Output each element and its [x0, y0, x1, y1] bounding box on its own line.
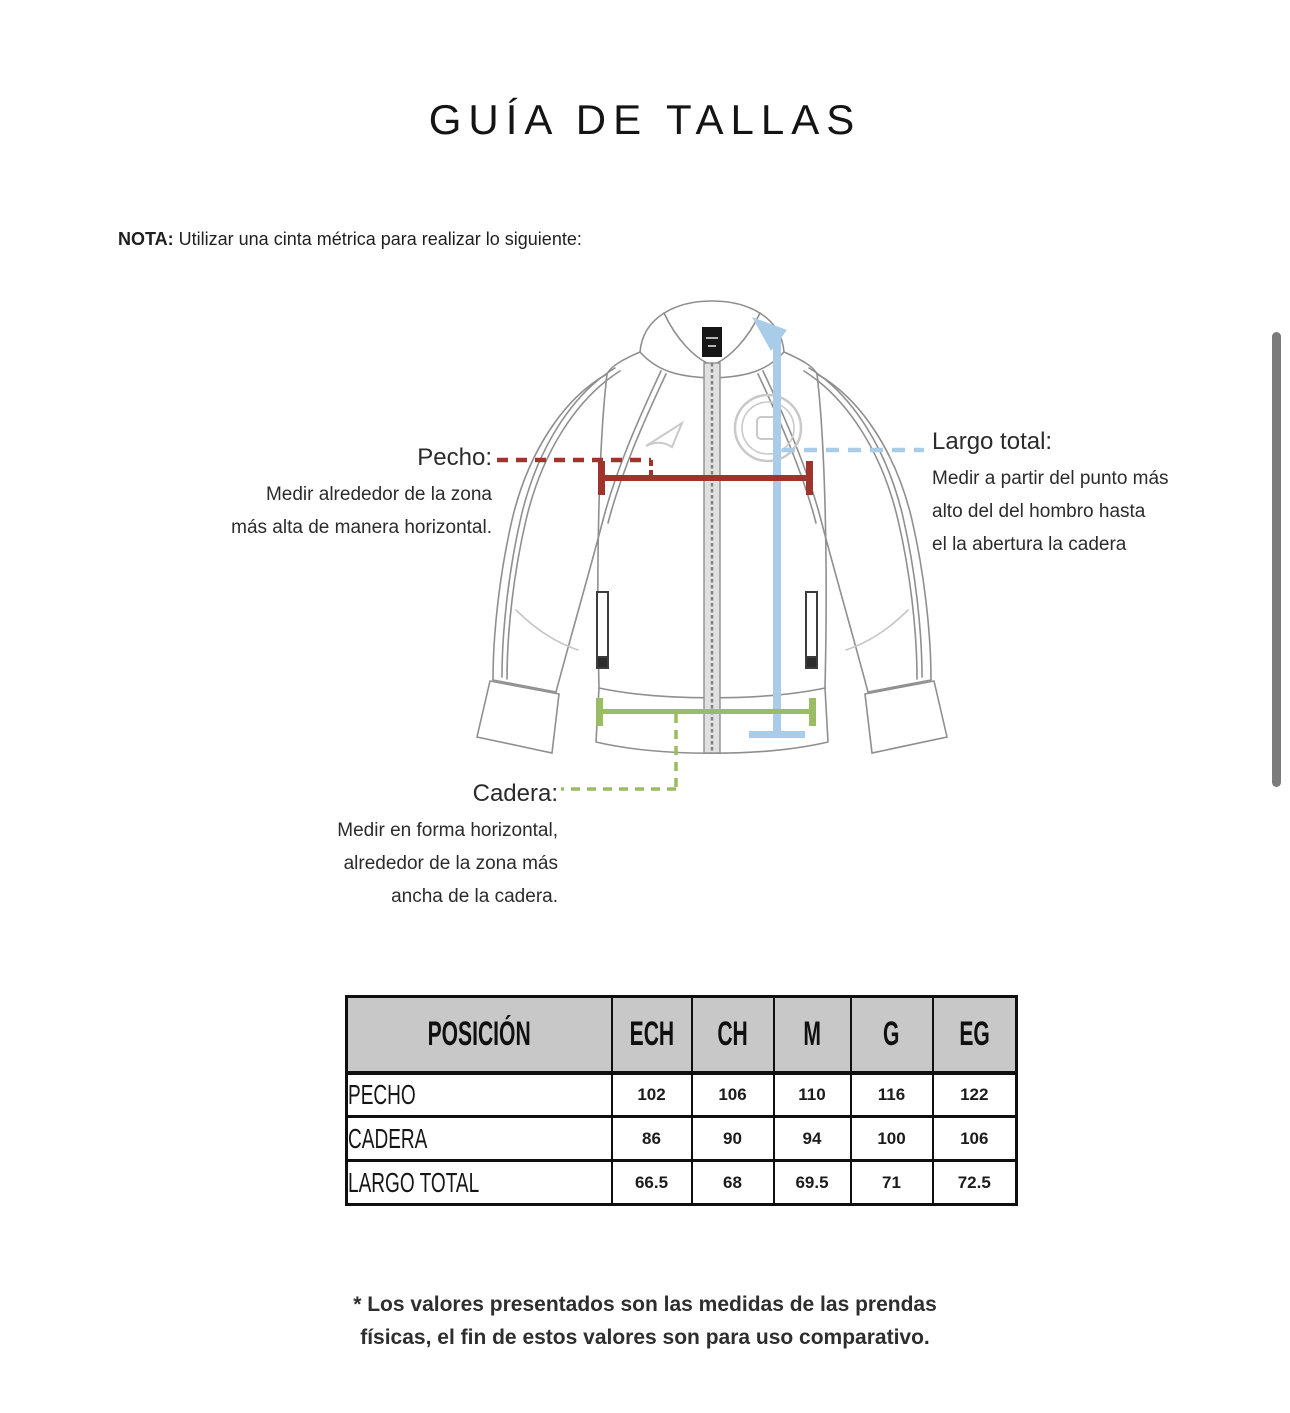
col-eg: EG [933, 997, 1017, 1073]
cell: 90 [692, 1117, 774, 1161]
cell: 106 [933, 1117, 1017, 1161]
cell: 86 [612, 1117, 692, 1161]
note-body: Utilizar una cinta métrica para realizar lo siguiente: [173, 229, 582, 249]
table-row-largo-total [347, 1161, 1017, 1205]
length-annotation [932, 428, 1212, 561]
zipper [704, 363, 720, 753]
length-annotation-title: Largo total: [932, 428, 1053, 455]
page-title: GUÍA DE TALLAS [428, 96, 862, 143]
disclaimer-line-1: * Los valores presentados son las medidas de las prendas [353, 1293, 937, 1316]
cell: 66.5 [612, 1161, 692, 1205]
cell: 110 [774, 1073, 851, 1117]
cell: 71 [851, 1161, 933, 1205]
length-annotation-line-2: alto del del hombro hasta [932, 501, 1146, 522]
note-label: NOTA: [118, 229, 174, 249]
col-ech: ECH [612, 997, 692, 1073]
cell: 122 [933, 1073, 1017, 1117]
disclaimer [0, 1288, 1290, 1354]
row-label: CADERA [347, 1117, 612, 1161]
cell: 68 [692, 1161, 774, 1205]
cell: 116 [851, 1073, 933, 1117]
cell: 106 [692, 1073, 774, 1117]
cell: 102 [612, 1073, 692, 1117]
chest-annotation-line-2: más alta de manera horizontal. [231, 517, 492, 538]
col-g: G [851, 997, 933, 1073]
row-label: LARGO TOTAL [347, 1161, 612, 1205]
hip-annotation [288, 780, 558, 913]
col-posicion: POSICIÓN [347, 997, 612, 1073]
disclaimer-line-2: físicas, el fin de estos valores son para uso comparativo. [360, 1326, 930, 1349]
chest-annotation-title: Pecho: [417, 444, 492, 471]
cell: 69.5 [774, 1161, 851, 1205]
chest-annotation-line-1: Medir alrededor de la zona [265, 484, 492, 505]
hip-annotation-line-1: Medir en forma horizontal, [337, 820, 558, 841]
row-label: PECHO [347, 1073, 612, 1117]
hip-annotation-line-2: alrededor de la zona más [343, 853, 558, 874]
length-annotation-line-3: el la abertura la cadera [932, 534, 1127, 555]
scrollbar-thumb[interactable] [1272, 332, 1281, 787]
cell: 72.5 [933, 1161, 1017, 1205]
hip-annotation-line-3: ancha de la cadera. [391, 886, 558, 907]
chest-annotation [218, 444, 492, 544]
table-row-cadera [347, 1117, 1017, 1161]
cell: 100 [851, 1117, 933, 1161]
size-table [345, 995, 1018, 1206]
col-m: M [774, 997, 851, 1073]
brand-logo-icon [646, 423, 682, 447]
size-table-header-row [347, 997, 1017, 1073]
col-ch: CH [692, 997, 774, 1073]
hip-annotation-title: Cadera: [472, 780, 558, 807]
table-row-pecho [347, 1073, 1017, 1117]
length-measure-line [749, 317, 805, 738]
cell: 94 [774, 1117, 851, 1161]
length-annotation-line-1: Medir a partir del punto más [932, 468, 1169, 489]
neck-label [702, 327, 722, 357]
